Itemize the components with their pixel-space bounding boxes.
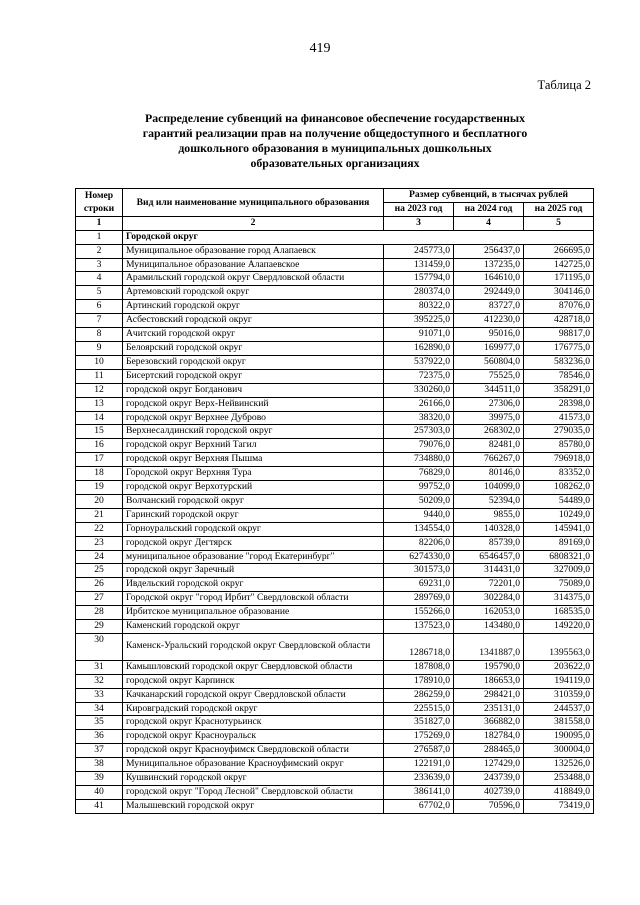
value-2024: 235131,0 [454,702,524,716]
table-row [76,702,594,716]
municipality-name: Артемовский городской округ [123,286,384,300]
value-2025: 314375,0 [524,592,594,606]
table-row [76,383,594,397]
table-row [76,744,594,758]
value-2025: 176775,0 [524,341,594,355]
title-line: Распределение субвенций на финансовое обеспечение государственных [144,111,526,125]
value-2023: 155266,0 [384,606,454,620]
table-row [76,508,594,522]
value-2024: 85739,0 [454,536,524,550]
value-2023: 330260,0 [384,383,454,397]
section-title: Городской округ [123,230,594,244]
table-row [76,328,594,342]
value-2025: 381558,0 [524,716,594,730]
municipality-name: Гаринский городской округ [123,508,384,522]
value-2023: 79076,0 [384,439,454,453]
value-2023: 82206,0 [384,536,454,550]
row-number: 1 [76,230,123,244]
value-2024: 412230,0 [454,314,524,328]
value-2025: 132526,0 [524,758,594,772]
value-2024: 72201,0 [454,578,524,592]
value-2025: 108262,0 [524,481,594,495]
value-2023: 734880,0 [384,453,454,467]
value-2024: 52394,0 [454,494,524,508]
value-2025: 41573,0 [524,411,594,425]
value-2024: 766267,0 [454,453,524,467]
value-2024: 292449,0 [454,286,524,300]
header-year-2023: на 2023 год [384,202,454,216]
value-2025: 85780,0 [524,439,594,453]
row-number: 11 [76,369,123,383]
section-row [76,230,594,244]
table-row [76,439,594,453]
value-2023: 9440,0 [384,508,454,522]
value-2025: 73419,0 [524,799,594,813]
table-row [76,674,594,688]
municipality-name: Камышловский городской округ Свердловской области [123,660,384,674]
row-number: 14 [76,411,123,425]
value-2024: 70596,0 [454,799,524,813]
table-row [76,730,594,744]
value-2023: 134554,0 [384,522,454,536]
value-2023: 178910,0 [384,674,454,688]
column-number: 4 [454,216,524,230]
row-number: 7 [76,314,123,328]
municipality-name: Каменск-Уральский городской округ Свердловской области [123,634,384,661]
table-row [76,272,594,286]
title-line: гарантий реализации прав на получение общедоступного и бесплатного [142,126,528,140]
value-2024: 127429,0 [454,758,524,772]
value-2025: 310359,0 [524,688,594,702]
row-number: 23 [76,536,123,550]
municipality-name: городской округ "Город Лесной" Свердловской области [123,785,384,799]
row-number: 37 [76,744,123,758]
municipality-name: Горноуральский городской округ [123,522,384,536]
table-row [76,286,594,300]
municipality-name: Ачитский городской округ [123,328,384,342]
municipality-name: городской округ Верхняя Пышма [123,453,384,467]
row-number: 19 [76,481,123,495]
row-number: 22 [76,522,123,536]
row-number: 4 [76,272,123,286]
municipality-name: Муниципальное образование Красноуфимский округ [123,758,384,772]
value-2024: 80146,0 [454,467,524,481]
municipality-name: Белоярский городской округ [123,341,384,355]
value-2025: 10249,0 [524,508,594,522]
title-line: дошкольного образования в муниципальных дошкольных [178,141,492,155]
municipality-name: Ивдельский городской округ [123,578,384,592]
value-2024: 195790,0 [454,660,524,674]
value-2023: 67702,0 [384,799,454,813]
value-2024: 256437,0 [454,244,524,258]
value-2023: 131459,0 [384,258,454,272]
value-2024: 140328,0 [454,522,524,536]
value-2024: 186653,0 [454,674,524,688]
value-2024: 137235,0 [454,258,524,272]
value-2024: 1341887,0 [454,634,524,661]
row-number: 34 [76,702,123,716]
value-2025: 54489,0 [524,494,594,508]
row-number: 32 [76,674,123,688]
table-row [76,634,594,661]
value-2023: 286259,0 [384,688,454,702]
value-2024: 314431,0 [454,564,524,578]
row-number: 12 [76,383,123,397]
value-2023: 69231,0 [384,578,454,592]
column-number: 3 [384,216,454,230]
municipality-name: городской округ Красноуфимск Свердловской области [123,744,384,758]
value-2024: 402739,0 [454,785,524,799]
column-number: 5 [524,216,594,230]
value-2025: 253488,0 [524,772,594,786]
header-year-2025: на 2025 год [524,202,594,216]
table-row [76,314,594,328]
row-number: 6 [76,300,123,314]
value-2023: 301573,0 [384,564,454,578]
municipality-name: Волчанский городской округ [123,494,384,508]
municipality-name: Кушвинский городской округ [123,772,384,786]
municipality-name: Кировградский городской округ [123,702,384,716]
value-2025: 1395563,0 [524,634,594,661]
municipality-name: муниципальное образование "город Екатеринбург" [123,550,384,564]
municipality-name: Верхнесалдинский городской округ [123,425,384,439]
table-title [100,111,570,171]
value-2025: 75089,0 [524,578,594,592]
municipality-name: Березовский городской округ [123,355,384,369]
column-number: 2 [123,216,384,230]
municipality-name: городской округ Верхний Тагил [123,439,384,453]
table-row [76,578,594,592]
value-2024: 243739,0 [454,772,524,786]
municipality-name: Качканарский городской округ Свердловской области [123,688,384,702]
value-2025: 203622,0 [524,660,594,674]
municipality-name: городской округ Верх-Нейвинский [123,397,384,411]
table-row [76,341,594,355]
value-2023: 351827,0 [384,716,454,730]
row-number: 8 [76,328,123,342]
table-row [76,411,594,425]
table-row [76,564,594,578]
table-row [76,799,594,813]
header-year-2024: на 2024 год [454,202,524,216]
value-2025: 87076,0 [524,300,594,314]
value-2024: 344511,0 [454,383,524,397]
table-row [76,688,594,702]
row-number: 5 [76,286,123,300]
municipality-name: Ирбитское муниципальное образование [123,606,384,620]
value-2025: 583236,0 [524,355,594,369]
municipality-name: городской округ Верхотурский [123,481,384,495]
value-2024: 169977,0 [454,341,524,355]
value-2023: 289769,0 [384,592,454,606]
table-row [76,494,594,508]
value-2025: 796918,0 [524,453,594,467]
value-2025: 89169,0 [524,536,594,550]
row-number: 24 [76,550,123,564]
municipality-name: Каменский городской округ [123,620,384,634]
row-number: 35 [76,716,123,730]
value-2023: 72375,0 [384,369,454,383]
value-2025: 244537,0 [524,702,594,716]
value-2024: 83727,0 [454,300,524,314]
table-row [76,369,594,383]
row-number: 3 [76,258,123,272]
municipality-name: Артинский городской округ [123,300,384,314]
page-number: 419 [309,41,331,56]
municipality-name: Городской округ Верхняя Тура [123,467,384,481]
value-2023: 537922,0 [384,355,454,369]
municipality-name: городской округ Верхнее Дуброво [123,411,384,425]
value-2024: 6546457,0 [454,550,524,564]
value-2025: 428718,0 [524,314,594,328]
municipality-name: городской округ Заречный [123,564,384,578]
row-number: 21 [76,508,123,522]
value-2023: 187808,0 [384,660,454,674]
municipality-name: Бисертский городской округ [123,369,384,383]
value-2025: 149220,0 [524,620,594,634]
row-number: 2 [76,244,123,258]
municipality-name: городской округ Краснотурьинск [123,716,384,730]
row-number: 38 [76,758,123,772]
title-line: образовательных организациях [250,156,420,170]
value-2024: 104099,0 [454,481,524,495]
value-2025: 6808321,0 [524,550,594,564]
value-2024: 162053,0 [454,606,524,620]
value-2025: 168535,0 [524,606,594,620]
municipality-name: городской округ Богданович [123,383,384,397]
row-number: 27 [76,592,123,606]
value-2023: 26166,0 [384,397,454,411]
table-row [76,620,594,634]
municipality-name: Муниципальное образование Алапаевское [123,258,384,272]
table-row [76,592,594,606]
subsidy-table [75,188,594,814]
value-2024: 95016,0 [454,328,524,342]
value-2025: 327009,0 [524,564,594,578]
value-2023: 6274330,0 [384,550,454,564]
municipality-name: Городской округ "город Ирбит" Свердловской области [123,592,384,606]
value-2025: 28398,0 [524,397,594,411]
table-row [76,758,594,772]
value-2024: 39975,0 [454,411,524,425]
column-numbers-row [76,216,594,230]
value-2024: 560804,0 [454,355,524,369]
value-2023: 1286718,0 [384,634,454,661]
value-2024: 182784,0 [454,730,524,744]
row-number: 26 [76,578,123,592]
table-row [76,258,594,272]
header-subsidy-amount: Размер субвенций, в тысячах рублей [384,189,594,203]
table-row [76,785,594,799]
table-row [76,716,594,730]
value-2025: 304146,0 [524,286,594,300]
table-row [76,550,594,564]
municipality-name: городской округ Дегтярск [123,536,384,550]
row-number: 36 [76,730,123,744]
row-number: 25 [76,564,123,578]
municipality-name: Асбестовский городской округ [123,314,384,328]
table-row [76,425,594,439]
value-2023: 122191,0 [384,758,454,772]
row-number: 17 [76,453,123,467]
row-number: 30 [76,634,123,661]
row-number: 18 [76,467,123,481]
row-number: 9 [76,341,123,355]
table-row [76,772,594,786]
value-2023: 157794,0 [384,272,454,286]
value-2024: 366882,0 [454,716,524,730]
value-2025: 142725,0 [524,258,594,272]
table-row [76,606,594,620]
value-2023: 276587,0 [384,744,454,758]
value-2025: 300004,0 [524,744,594,758]
row-number: 29 [76,620,123,634]
table-row [76,481,594,495]
value-2023: 245773,0 [384,244,454,258]
value-2024: 288465,0 [454,744,524,758]
value-2025: 190095,0 [524,730,594,744]
value-2024: 298421,0 [454,688,524,702]
value-2023: 233639,0 [384,772,454,786]
value-2024: 164610,0 [454,272,524,286]
value-2024: 9855,0 [454,508,524,522]
header-municipality-name: Вид или наименование муниципального образования [123,189,384,217]
row-number: 28 [76,606,123,620]
municipality-name: городской округ Красноуральск [123,730,384,744]
row-number: 33 [76,688,123,702]
value-2023: 162890,0 [384,341,454,355]
value-2023: 50209,0 [384,494,454,508]
row-number: 10 [76,355,123,369]
row-number: 41 [76,799,123,813]
value-2024: 27306,0 [454,397,524,411]
municipality-name: Арамильский городской округ Свердловской области [123,272,384,286]
value-2024: 75525,0 [454,369,524,383]
value-2025: 279035,0 [524,425,594,439]
value-2023: 137523,0 [384,620,454,634]
value-2025: 145941,0 [524,522,594,536]
value-2025: 78546,0 [524,369,594,383]
table-row [76,300,594,314]
row-number: 15 [76,425,123,439]
value-2025: 266695,0 [524,244,594,258]
value-2024: 143480,0 [454,620,524,634]
value-2023: 38320,0 [384,411,454,425]
table-row [76,453,594,467]
table-row [76,660,594,674]
table-label: Таблица 2 [537,78,591,92]
column-number: 1 [76,216,123,230]
header-row-number: Номер строки [76,189,123,217]
municipality-name: Муниципальное образование город Алапаевск [123,244,384,258]
row-number: 13 [76,397,123,411]
table-row [76,467,594,481]
value-2025: 194119,0 [524,674,594,688]
value-2023: 225515,0 [384,702,454,716]
value-2025: 171195,0 [524,272,594,286]
row-number: 39 [76,772,123,786]
table-row [76,244,594,258]
value-2025: 418849,0 [524,785,594,799]
value-2023: 175269,0 [384,730,454,744]
value-2023: 99752,0 [384,481,454,495]
value-2023: 395225,0 [384,314,454,328]
value-2023: 386141,0 [384,785,454,799]
municipality-name: Малышевский городской округ [123,799,384,813]
value-2023: 280374,0 [384,286,454,300]
value-2023: 76829,0 [384,467,454,481]
row-number: 40 [76,785,123,799]
value-2025: 98817,0 [524,328,594,342]
value-2024: 302284,0 [454,592,524,606]
table-row [76,536,594,550]
value-2024: 268302,0 [454,425,524,439]
table-row [76,355,594,369]
row-number: 20 [76,494,123,508]
row-number: 31 [76,660,123,674]
value-2025: 83352,0 [524,467,594,481]
value-2023: 80322,0 [384,300,454,314]
value-2025: 358291,0 [524,383,594,397]
value-2023: 91071,0 [384,328,454,342]
municipality-name: городской округ Карпинск [123,674,384,688]
value-2024: 82481,0 [454,439,524,453]
value-2023: 257303,0 [384,425,454,439]
table-row [76,522,594,536]
row-number: 16 [76,439,123,453]
table-row [76,397,594,411]
